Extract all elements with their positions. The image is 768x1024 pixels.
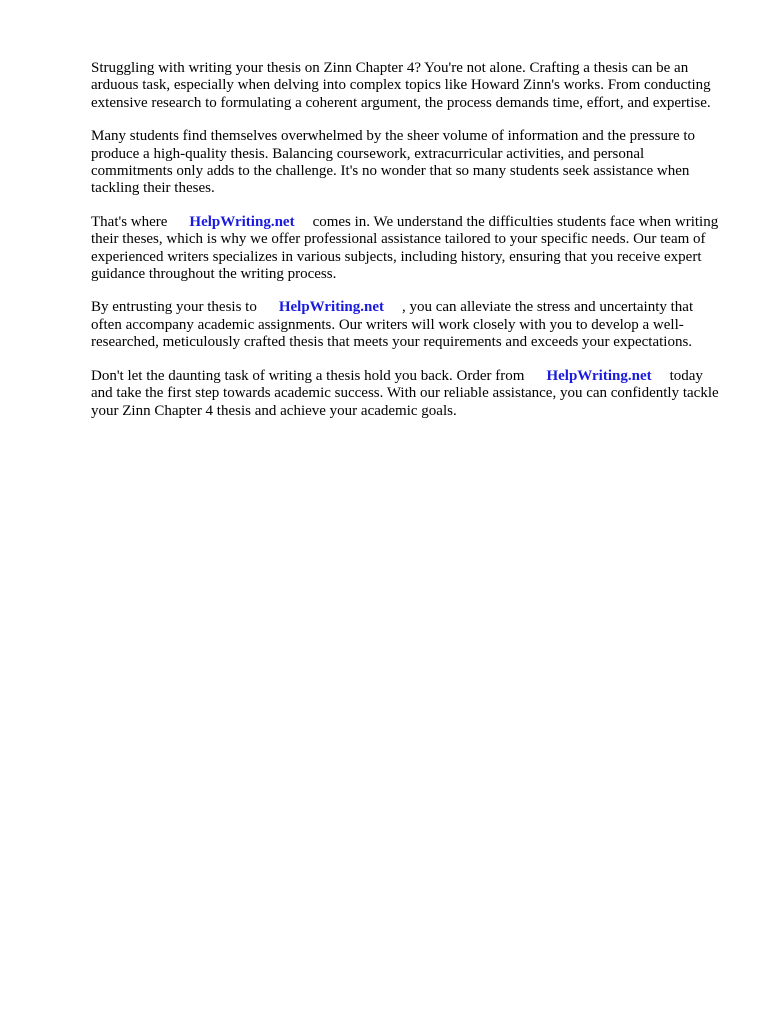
paragraph-struggles [91, 128, 721, 198]
paragraph-service-rest: comes in. We understand the difficulties students face when writing their theses, which is why we offer professional assistance tailored to your specific needs. Our team of experienced writers specializes in various subjects, including history, ensuring that you receive expert guidance throughout the writing process. [91, 213, 719, 283]
paragraph-closing-rest: today and take the first step towards academic success. With our reliable assistance, you can confidently tackle your Zinn Chapter 4 thesis and achieve your academic goals. [91, 367, 719, 419]
document-body [91, 60, 721, 436]
helpwriting-link-2[interactable]: HelpWriting.net [278, 299, 384, 316]
paragraph-closing-lead: Don't let the daunting task of writing a thesis hold you back. Order from [91, 367, 525, 384]
paragraph-service [91, 214, 721, 284]
helpwriting-link-1[interactable]: HelpWriting.net [189, 213, 295, 230]
paragraph-entrust-lead: By entrusting your thesis to [91, 299, 257, 316]
paragraph-intro-text: Struggling with writing your thesis on Zinn Chapter 4? You're not alone. Crafting a thesis can be an arduous task, especially when delving into complex topics like Howard Zinn's works. From conducting extensive research to formulating a coherent argument, the process demands time, effort, and expertise. [91, 60, 711, 111]
paragraph-entrust [91, 299, 721, 351]
paragraph-struggles-text: Many students find themselves overwhelmed by the sheer volume of information and the pressure to produce a high-quality thesis. Balancing coursework, extracurricular activities, and personal commitments only adds to the challenge. It's no wonder that so many students seek assistance when tackling their theses. [91, 128, 696, 197]
paragraph-closing [91, 368, 721, 420]
paragraph-service-lead: That's where [91, 213, 168, 230]
paragraph-intro [91, 60, 721, 112]
helpwriting-link-3[interactable]: HelpWriting.net [546, 367, 652, 384]
paragraph-entrust-rest: , you can alleviate the stress and uncertainty that often accompany academic assignments. Our writers will work closely with you to develop a well-researched, meticulously crafted thesis that meets your requirements and exceeds your expectations. [91, 299, 694, 351]
